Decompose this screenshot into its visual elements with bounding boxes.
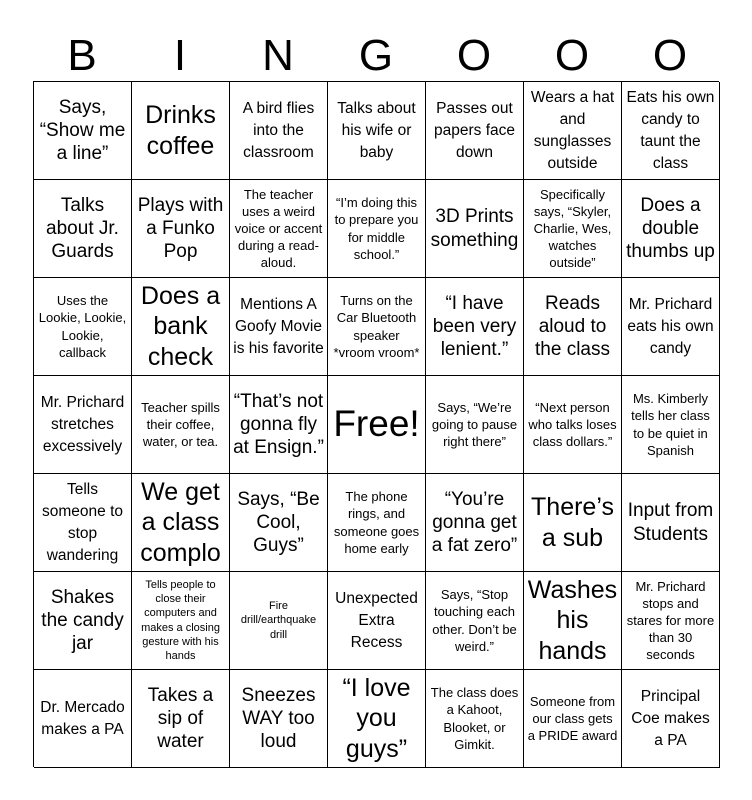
bingo-cell — [34, 572, 132, 670]
bingo-cell — [622, 572, 720, 670]
bingo-cell — [426, 670, 524, 768]
bingo-cell — [426, 278, 524, 376]
bingo-header — [33, 28, 719, 84]
header-letter: O — [554, 31, 590, 80]
bingo-cell — [622, 474, 720, 572]
bingo-cell — [132, 278, 230, 376]
bingo-cell — [328, 278, 426, 376]
header-letter: O — [456, 31, 492, 80]
bingo-cell — [426, 180, 524, 278]
bingo-cell — [426, 474, 524, 572]
cell-text: Says, “Stop touching each other. Don’t be weird.” — [432, 587, 517, 654]
bingo-cell — [132, 376, 230, 474]
bingo-cell — [524, 670, 622, 768]
cell-text: Tells someone to stop wandering — [42, 480, 123, 564]
cell-text: Eats his own candy to taunt the class — [626, 88, 715, 172]
cell-text: Uses the Lookie, Lookie, Lookie, callback — [38, 293, 127, 360]
cell-text: The class does a Kahoot, Blooket, or Gimkit. — [430, 685, 519, 752]
bingo-cell — [524, 82, 622, 180]
cell-text: Shakes the candy jar — [41, 586, 124, 655]
bingo-cell — [132, 82, 230, 180]
cell-text: “You’re gonna get a fat zero” — [431, 488, 518, 557]
cell-text: Turns on the Car Bluetooth speaker *vroom vroom* — [333, 293, 420, 360]
bingo-cell — [622, 82, 720, 180]
cell-text: Sneezes WAY too loud — [241, 684, 316, 753]
cell-text: Says, “Be Cool, Guys” — [237, 488, 320, 557]
bingo-cell — [34, 180, 132, 278]
bingo-cell — [34, 474, 132, 572]
bingo-cell — [132, 180, 230, 278]
bingo-cell — [230, 180, 328, 278]
bingo-cell — [328, 82, 426, 180]
cell-text: Dr. Mercado makes a PA — [40, 698, 125, 738]
bingo-cell — [34, 278, 132, 376]
bingo-cell — [230, 572, 328, 670]
bingo-cell — [524, 572, 622, 670]
cell-text: Passes out papers face down — [434, 99, 515, 161]
cell-text: Mr. Prichard stops and stares for more than 30 seconds — [626, 578, 715, 663]
cell-text: Says, “We’re going to pause right there” — [431, 399, 518, 450]
cell-text: Principal Coe makes a PA — [631, 687, 710, 749]
bingo-cell — [34, 670, 132, 768]
cell-text: The teacher uses a weird voice or accent during a read-aloud. — [234, 186, 323, 271]
bingo-cell — [622, 180, 720, 278]
bingo-cell — [230, 82, 328, 180]
cell-text: Mr. Prichard eats his own candy — [627, 295, 714, 357]
cell-text: A bird flies into the classroom — [242, 99, 315, 161]
cell-text: We get a class complo — [140, 477, 221, 567]
cell-text: Specifically says, “Skyler, Charlie, Wes, watches outside” — [533, 186, 612, 271]
cell-text: Mentions A Goofy Movie is his favorite — [233, 295, 324, 357]
bingo-cell — [328, 180, 426, 278]
bingo-cell — [132, 670, 230, 768]
bingo-cell — [426, 572, 524, 670]
cell-text: The phone rings, and someone goes home early — [333, 489, 420, 556]
bingo-cell — [524, 376, 622, 474]
cell-text: Fire drill/earthquake drill — [240, 600, 317, 641]
bingo-cell — [132, 572, 230, 670]
free-space-cell — [328, 376, 426, 474]
cell-text: Tells people to close their computers and makes a closing gesture with his hands — [141, 578, 220, 663]
cell-text: “I’m doing this to prepare you for middle school.” — [334, 195, 419, 262]
cell-text: “I love you guys” — [342, 673, 411, 763]
bingo-cell — [328, 572, 426, 670]
cell-text: Does a bank check — [140, 281, 221, 371]
cell-text: Plays with a Funko Pop — [137, 194, 224, 263]
cell-text: Drinks coffee — [145, 101, 216, 160]
cell-text: Ms. Kimberly tells her class to be quiet in Spanish — [631, 391, 710, 458]
cell-text: Says, “Show me a line” — [39, 96, 126, 165]
header-letter: B — [67, 31, 97, 80]
bingo-cell — [524, 180, 622, 278]
cell-text: “I have been very lenient.” — [432, 292, 517, 361]
header-letter: G — [358, 31, 394, 80]
cell-text: Input from Students — [627, 500, 714, 545]
bingo-cell — [524, 278, 622, 376]
bingo-cell — [328, 670, 426, 768]
bingo-cell — [426, 376, 524, 474]
cell-text: Talks about Jr. Guards — [46, 194, 119, 263]
bingo-cell — [34, 82, 132, 180]
cell-text: Takes a sip of water — [147, 684, 214, 753]
bingo-cell — [622, 376, 720, 474]
cell-text: Someone from our class gets a PRIDE award — [527, 693, 618, 744]
cell-text: “Next person who talks loses class dollars.” — [528, 399, 617, 450]
header-letter: N — [262, 31, 294, 80]
cell-text: 3D Prints something — [430, 206, 519, 251]
bingo-board — [33, 81, 719, 767]
header-letter: O — [652, 31, 688, 80]
bingo-cell — [230, 278, 328, 376]
bingo-cell — [132, 474, 230, 572]
cell-text: Teacher spills their coffee, water, or tea. — [141, 399, 220, 450]
free-space-text: Free! — [333, 403, 420, 445]
bingo-cell — [34, 376, 132, 474]
bingo-cell — [622, 278, 720, 376]
bingo-cell — [524, 474, 622, 572]
header-letter: I — [173, 31, 187, 80]
cell-text: Mr. Prichard stretches excessively — [40, 393, 125, 455]
bingo-cell — [230, 376, 328, 474]
cell-text: Talks about his wife or baby — [337, 99, 416, 161]
cell-text: Wears a hat and sunglasses outside — [530, 88, 615, 172]
bingo-cell — [230, 474, 328, 572]
bingo-cell — [328, 474, 426, 572]
cell-text: Unexpected Extra Recess — [335, 589, 418, 651]
bingo-cell — [622, 670, 720, 768]
cell-text: “That’s not gonna fly at Ensign.” — [233, 390, 324, 459]
bingo-cell — [426, 82, 524, 180]
cell-text: Washes his hands — [527, 575, 618, 665]
cell-text: Does a double thumbs up — [626, 194, 715, 263]
bingo-cell — [230, 670, 328, 768]
cell-text: There’s a sub — [531, 493, 614, 552]
cell-text: Reads aloud to the class — [535, 292, 610, 361]
